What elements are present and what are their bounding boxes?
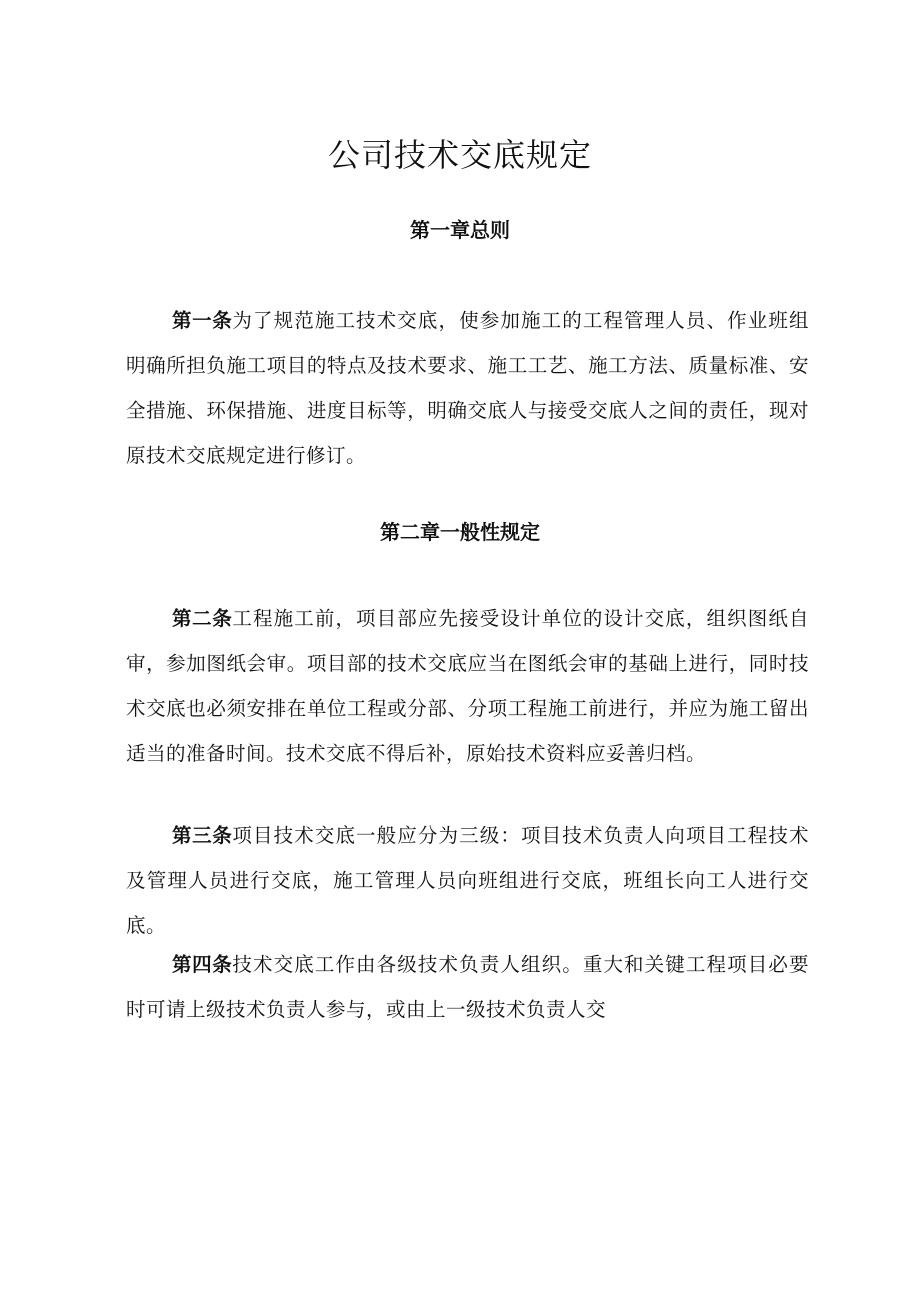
article-2-text: 工程施工前，项目部应先接受设计单位的设计交底，组织图纸自审，参加图纸会审。项目部的技术交底应当在图纸会审的基础上进行，同时技术交底也必须安排在单位工程或分部、分项工程施工前进行，并应为施工留出适当的准备时间。技术交底不得后补，原始技术资料应妥善归档。 [126,607,809,765]
article-4 [126,942,809,1032]
article-4-label: 第四条 [172,953,233,976]
chapter-heading-2: 第二章一般性规定 [380,520,540,544]
chapter-heading-1: 第一章总则 [410,218,510,242]
article-1-text: 为了规范施工技术交底，使参加施工的工程管理人员、作业班组明确所担负施工项目的特点及技术要求、施工工艺、施工方法、质量标准、安全措施、环保措施、进度目标等，明确交底人与接受交底人之间的责任，现对原技术交底规定进行修订。 [126,309,809,467]
article-2-label: 第二条 [172,607,233,630]
article-1 [126,298,809,478]
article-3-text: 项目技术交底一般应分为三级：项目技术负责人向项目工程技术及管理人员进行交底，施工管理人员向班组进行交底，班组长向工人进行交底。 [126,824,809,937]
article-3 [126,813,809,948]
document-title: 公司技术交底规定 [327,136,592,174]
article-4-text: 技术交底工作由各级技术负责人组织。重大和关键工程项目必要时可请上级技术负责人参与，或由上一级技术负责人交 [126,953,809,1021]
article-3-label: 第三条 [172,824,233,847]
article-1-label: 第一条 [172,309,233,332]
article-2 [126,596,809,776]
